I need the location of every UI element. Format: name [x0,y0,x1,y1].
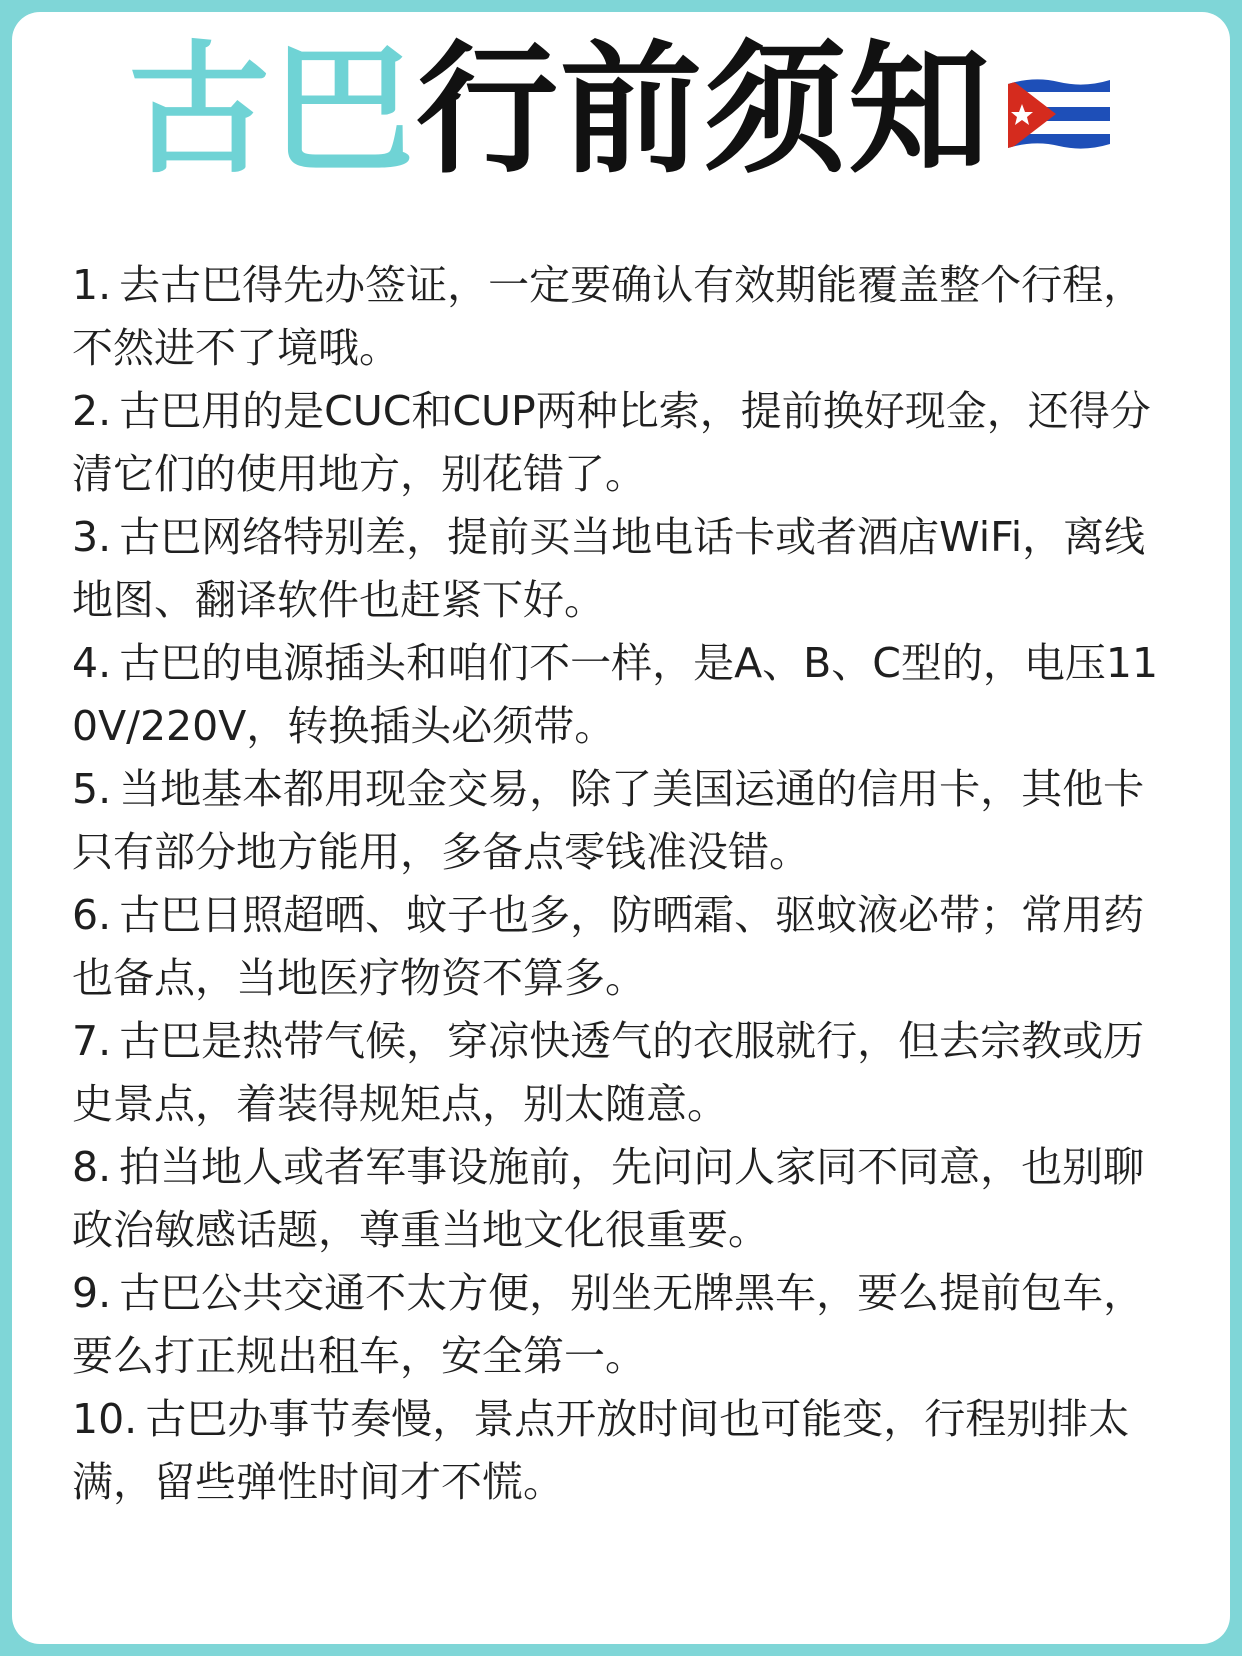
item-text: 古巴网络特别差，提前买当地电话卡或者酒店WiFi，离线地图、翻译软件也赶紧下好。 [72,513,1146,624]
tips-list [72,254,1182,1514]
item-number: 7. [72,1017,112,1065]
title-main-text: 行前须知 [416,28,992,193]
item-number: 9. [72,1269,112,1317]
item-number: 6. [72,891,112,939]
item-number: 1. [72,261,112,309]
list-item [72,632,1182,758]
list-item [72,380,1182,506]
title-accent-text: 古巴 [128,28,416,193]
item-number: 3. [72,513,112,561]
item-text: 古巴是热带气候，穿凉快透气的衣服就行，但去宗教或历史景点，着装得规矩点，别太随意。 [72,1017,1145,1128]
item-text: 古巴办事节奏慢，景点开放时间也可能变，行程别排太满，留些弹性时间才不慌。 [72,1395,1130,1506]
list-item [72,506,1182,632]
list-item [72,1136,1182,1262]
list-item [72,1262,1182,1388]
list-item [72,1010,1182,1136]
item-text: 古巴公共交通不太方便，别坐无牌黑车，要么提前包车，要么打正规出租车，安全第一。 [72,1269,1145,1380]
content-card [12,12,1230,1644]
item-text: 古巴日照超晒、蚊子也多，防晒霜、驱蚊液必带；常用药也备点，当地医疗物资不算多。 [72,891,1145,1002]
item-text: 当地基本都用现金交易，除了美国运通的信用卡，其他卡只有部分地方能用，多备点零钱准没错。 [72,765,1145,876]
item-text: 拍当地人或者军事设施前，先问问人家同不同意，也别聊政治敏感话题，尊重当地文化很重要。 [72,1143,1145,1254]
item-number: 5. [72,765,112,813]
list-item [72,1388,1182,1514]
list-item [72,758,1182,884]
item-number: 4. [72,639,112,687]
page-title [12,28,1230,193]
item-text: 古巴用的是CUC和CUP两种比索，提前换好现金，还得分清它们的使用地方，别花错了。 [72,387,1151,498]
item-text: 古巴的电源插头和咱们不一样，是A、B、C型的，电压110V/220V，转换插头必须带。 [72,639,1159,750]
item-number: 10. [72,1395,138,1443]
item-number: 8. [72,1143,112,1191]
list-item [72,254,1182,380]
item-text: 去古巴得先办签证，一定要确认有效期能覆盖整个行程，不然进不了境哦。 [72,261,1145,372]
item-number: 2. [72,387,112,435]
cuba-flag-icon [1004,74,1114,154]
list-item [72,884,1182,1010]
